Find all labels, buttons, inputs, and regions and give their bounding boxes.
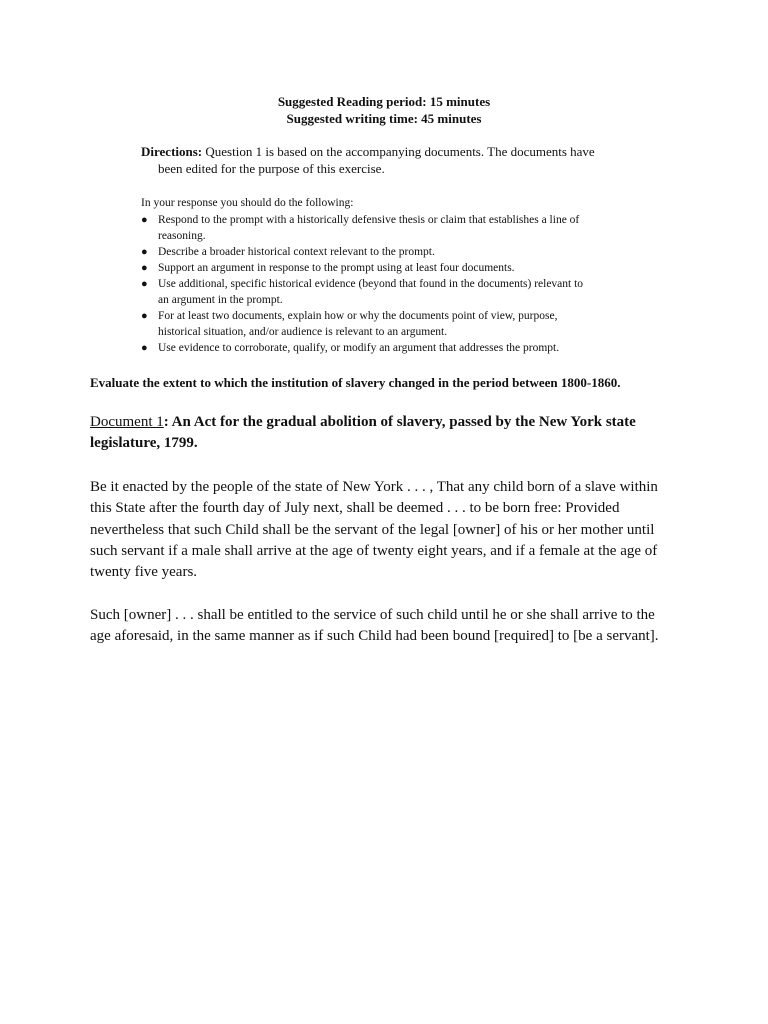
list-item [141, 276, 641, 308]
essay-prompt: Evaluate the extent to which the institution of slavery changed in the period between 1800-1860. [90, 375, 621, 390]
list-item-line1: Describe a broader historical context relevant to the prompt. [158, 246, 435, 258]
list-item [141, 260, 641, 276]
bullet-icon: ● [141, 278, 148, 290]
list-item [141, 308, 641, 340]
bullet-icon: ● [141, 246, 148, 258]
list-item-line2: an argument in the prompt. [158, 294, 283, 306]
document1-paragraph2 [90, 605, 670, 648]
bullet-icon: ● [141, 214, 148, 226]
bullet-icon: ● [141, 342, 148, 354]
response-intro: In your response you should do the following: [141, 197, 354, 209]
paragraph-line: nevertheless that such Child shall be the servant of the legal [owner] of his or her mother until [90, 521, 655, 538]
paragraph-line: this State after the fourth day of July next, shall be deemed . . . to be born free: Provided [90, 500, 620, 517]
page-header [0, 93, 768, 127]
document1-heading [90, 412, 670, 454]
directions-label: Directions: [141, 144, 203, 159]
bullet-icon: ● [141, 262, 148, 274]
list-item-line2: reasoning. [158, 230, 206, 242]
paragraph-line: twenty five years. [90, 564, 198, 581]
paragraph-line: Such [owner] . . . shall be entitled to the service of such child until he or she shall arrive to the [90, 607, 655, 623]
document1-title-line2: legislature, 1799. [90, 435, 198, 451]
reading-period-text: Suggested Reading period: 15 minutes [277, 94, 491, 109]
document1-label: Document 1 [90, 414, 164, 430]
list-item-line1: For at least two documents, explain how or why the documents point of view, purpose, [158, 310, 558, 322]
directions-text-line1: Question 1 is based on the accompanying documents. The documents have [202, 144, 595, 159]
directions-block [141, 143, 641, 177]
document1-title-line1: : An Act for the gradual abolition of slavery, passed by the New York state [163, 414, 636, 430]
paragraph-line: such servant if a male shall arrive at the age of twenty eight years, and if a female at the age of [90, 542, 658, 559]
instructions-list [141, 212, 641, 356]
list-item-line1: Respond to the prompt with a historically defensive thesis or claim that establishes a line of [158, 214, 580, 226]
list-item-line1: Use evidence to corroborate, qualify, or modify an argument that addresses the prompt. [158, 342, 560, 354]
list-item-line2: historical situation, and/or audience is relevant to an argument. [158, 326, 448, 338]
paragraph-line: Be it enacted by the people of the state of New York . . . , That any child born of a slave within [90, 479, 658, 495]
list-item [141, 212, 641, 244]
bullet-icon: ● [141, 310, 148, 322]
writing-time-text: Suggested writing time: 45 minutes [286, 111, 482, 126]
directions-text-line2: been edited for the purpose of this exercise. [158, 161, 385, 176]
list-item-line1: Use additional, specific historical evidence (beyond that found in the documents) relevant to [158, 278, 584, 290]
list-item [141, 340, 641, 356]
document1-paragraph1 [90, 477, 670, 583]
list-item-line1: Support an argument in response to the prompt using at least four documents. [158, 262, 515, 274]
list-item [141, 244, 641, 260]
paragraph-line: age aforesaid, in the same manner as if such Child had been bound [required] to [be a servant]. [90, 628, 659, 645]
